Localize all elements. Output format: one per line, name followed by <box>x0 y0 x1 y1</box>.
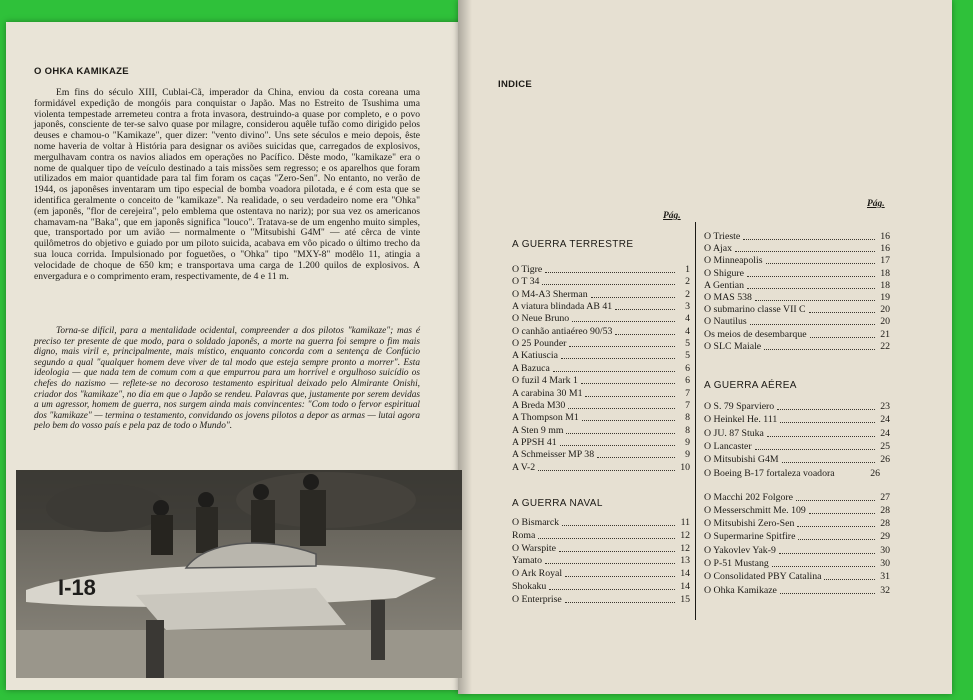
dot-leader <box>772 565 875 567</box>
entry-page: 19 <box>880 292 890 303</box>
index-entry <box>512 326 690 337</box>
entry-name: O P-51 Mustang <box>704 558 769 569</box>
entry-page: 24 <box>880 414 890 426</box>
dot-leader <box>777 408 875 410</box>
dot-leader <box>597 456 675 458</box>
dot-leader <box>750 323 875 325</box>
index-entry <box>704 329 890 340</box>
entry-name: Yamato <box>512 555 543 567</box>
entry-page: 16 <box>880 231 890 242</box>
entry-page: 32 <box>880 584 890 596</box>
index-entry <box>704 505 890 516</box>
entry-page: 31 <box>880 571 890 583</box>
kamikaze-photo <box>16 470 462 678</box>
section-header: A GUERRA TERRESTRE <box>512 239 634 250</box>
entry-name: O Lancaster <box>704 440 752 452</box>
index-entry <box>704 243 890 254</box>
entry-name: Roma <box>512 529 536 541</box>
dot-leader <box>755 448 875 450</box>
index-entry <box>704 545 890 556</box>
entry-name: O Ajax <box>704 243 733 255</box>
entry-name: A PPSH 41 <box>512 436 557 448</box>
index-entry <box>704 292 890 303</box>
entry-page: 12 <box>680 542 690 554</box>
dot-leader <box>565 601 675 603</box>
entry-page: 8 <box>685 424 690 436</box>
index-entry <box>704 341 890 352</box>
entry-page: 7 <box>685 399 690 411</box>
entry-name: O Consolidated PBY Catalina <box>704 571 822 583</box>
index-title: INDICE <box>498 79 532 90</box>
index-entry <box>512 301 690 312</box>
index-entry <box>704 255 890 266</box>
dot-leader <box>553 370 675 372</box>
index-entry <box>704 428 890 439</box>
dot-leader <box>538 537 675 539</box>
dot-leader <box>779 552 875 554</box>
dot-leader <box>796 499 875 501</box>
index-entry <box>704 231 890 242</box>
entry-page: 11 <box>680 517 690 528</box>
index-entry <box>512 338 690 349</box>
entry-page: 29 <box>880 531 890 543</box>
index-entry <box>704 280 890 291</box>
entry-page: 2 <box>685 288 690 300</box>
dot-leader <box>545 562 675 564</box>
entry-page: 13 <box>680 555 690 567</box>
dot-leader <box>767 435 875 437</box>
index-entry <box>704 531 890 542</box>
index-entry <box>512 449 690 460</box>
dot-leader <box>747 275 875 277</box>
index-entry <box>704 585 890 596</box>
index-entry <box>512 264 690 275</box>
index-entry <box>704 316 890 327</box>
entry-page: 28 <box>880 518 890 530</box>
dot-leader <box>809 311 875 313</box>
dot-leader <box>562 524 675 526</box>
entry-name: O Shigure <box>704 267 745 279</box>
entry-name: O Warspite <box>512 542 556 554</box>
entry-page: 6 <box>685 375 690 387</box>
entry-page: 18 <box>880 267 890 279</box>
entry-name: O SLC Maiale <box>704 340 762 352</box>
entry-page: 30 <box>880 558 890 569</box>
entry-name: O Boeing B-17 fortaleza voadora <box>704 467 835 479</box>
entry-name: A carabina 30 M1 <box>512 387 583 399</box>
entry-name: A Schmeisser MP 38 <box>512 449 595 461</box>
dot-leader <box>782 461 875 463</box>
entry-name: O T 34 <box>512 276 540 288</box>
entry-name: O M4-A3 Sherman <box>512 288 588 300</box>
entry-page: 28 <box>880 504 890 516</box>
dot-leader <box>809 512 875 514</box>
dot-leader <box>735 250 875 252</box>
index-entry <box>512 530 690 541</box>
index-entry <box>512 412 690 423</box>
dot-leader <box>585 395 675 397</box>
entry-page: 22 <box>880 340 890 352</box>
index-entry <box>512 289 690 300</box>
entry-name: A viatura blindada AB 41 <box>512 301 613 313</box>
index-entry <box>512 517 690 528</box>
entry-page: 4 <box>685 325 690 337</box>
dot-leader <box>615 333 675 335</box>
index-entry <box>512 313 690 324</box>
dot-leader <box>747 287 875 289</box>
dot-leader <box>559 550 675 552</box>
dot-leader <box>560 444 675 446</box>
dot-leader <box>755 299 875 301</box>
entry-name: O Heinkel He. 111 <box>704 414 778 426</box>
entry-name: A Thompson M1 <box>512 412 579 424</box>
index-entry <box>512 568 690 579</box>
entry-page: 9 <box>685 436 690 448</box>
index-entry <box>512 581 690 592</box>
entry-page: 10 <box>680 461 690 473</box>
entry-page: 24 <box>880 427 890 439</box>
page-header-left: Pág. <box>663 211 681 221</box>
entry-name: A Sten 9 mm <box>512 424 564 436</box>
entry-page: 14 <box>680 581 690 592</box>
index-entry <box>512 400 690 411</box>
entry-name: O Mitsubishi G4M <box>704 454 779 466</box>
entry-name: O Trieste <box>704 231 741 242</box>
entry-name: A Bazuca <box>512 362 550 374</box>
dot-leader <box>615 308 675 310</box>
index-entry <box>704 401 890 412</box>
entry-page: 8 <box>685 412 690 424</box>
dot-leader <box>764 348 875 350</box>
entry-name: O fuzil 4 Mark 1 <box>512 375 578 387</box>
entry-name: O Enterprise <box>512 593 562 605</box>
entry-page: 15 <box>680 593 690 605</box>
article-quote: Torna-se difícil, para a mentalidade ocidental, compreender a dos pilotos "kamikaze"; mas é preciso ter presente de que modo, para o soldado japonês, a morte na guerra foi sempre o fim mais digno, mais viril e, principalmente, mais místico, enquanto concorda com a sentença de Confúcio segundo a qual "qualquer homem deve viver de tal modo que esteja sempre pronto a morrer". Esta ideologia — que nada tem de comum com a que empurrou para um horrível e orgulhoso suicídio os chefes do nazismo — reflete-se no decoroso testamento espiritual deixado pelo Almirante Onishi, criador dos "kamikaze", no dia em que o Japão se rendeu. Palavras que, justamente por serem devidas a um agressor, homem de guerra, nos surgem ainda mais convincentes: "Com todo o fervor espiritual dos "kamikaze" — termina o testamento, convidando os jovens pilotos a depor as armas — lutai agora pelo bem do vosso país e pela paz de todo o Mundo". <box>34 326 420 432</box>
entry-page: 4 <box>685 313 690 325</box>
dot-leader <box>743 238 875 240</box>
dot-leader <box>582 419 675 421</box>
entry-name: O Tigre <box>512 264 543 275</box>
index-entry <box>704 492 890 503</box>
dot-leader <box>561 357 675 359</box>
article-body: Em fins do século XIII, Cublai-Cã, imperador da China, enviou da costa coreana uma formidável expedição de mongóis para conquistar o Japão. Mas no Estreito de Tsushima uma violenta tempestade arremeteu contra a frota invasora, destruindo-a quase por completo, e o povo japonês, consciente de ter-se salvo quase por milagre, considerou aquêle tufão como dirigido pelos deuses e chamou-o "Kamikaze", quer dizer: "vento divino". Uns sete séculos e meio depois, êste nome haveria de voltar à História para designar os aviões suicidas que, carregados de explosivos, mergulhavam contra os navios aliados em operações no Pacífico. Dêste modo, "kamikaze" era o nome de qualquer tipo de veículo destinado a tais missões sem regresso; e os aparelhos que foram utilizados em maior quantidade para tal fim foram os caças "Zero-Sen". No entanto, no verão de 1944, os japonêses inventaram um tipo especial de bomba voadora pilotada, e é com esta que se identifica geralmente o conceito de "kamikaze". Na realidade, o seu verdadeiro nome era "Ohka" (em japonês, "flor de cerejeira", pelo emblema que ostentava no nariz); por sua vez os americanos chamavam-na "Baka", que em japonês significa "louco". Tratava-se de um engenho muito simples, que, transportado por um avião — normalmente o "Mitsubishi G4M" — até cêrca de vinte quilômetros do objetivo e guiado por um piloto suicida, acabava em vôo picado o último trecho da sua louca corrida. Impulsionado por foguetões, o "Ohka" tipo "MXY-8" modêlo 11, atingia a velocidade de choque de 650 km; e transportava uma carga de 1.200 quilos de explosivos. A envergadura e o comprimento eram, respectivamente, de 4 e 11 m. <box>34 87 420 282</box>
entry-name: O S. 79 Sparviero <box>704 401 775 412</box>
entry-name: O MAS 538 <box>704 292 752 303</box>
entry-page: 2 <box>685 276 690 288</box>
entry-name: O Yakovlev Yak-9 <box>704 544 776 556</box>
entry-name: O submarino classe VII C <box>704 304 806 316</box>
entry-name: Shokaku <box>512 581 547 592</box>
entry-page: 21 <box>880 328 890 340</box>
entry-page: 25 <box>880 440 890 452</box>
entry-name: A Breda M30 <box>512 399 566 411</box>
dot-leader <box>591 296 675 298</box>
section-header: A GUERRA NAVAL <box>512 498 603 509</box>
index-entry <box>704 468 890 479</box>
index-entry <box>512 425 690 436</box>
entry-page: 20 <box>880 316 890 328</box>
index-entry <box>704 558 890 569</box>
entry-page: 30 <box>880 544 890 556</box>
dot-leader <box>572 320 675 322</box>
entry-page: 20 <box>880 304 890 316</box>
entry-name: O Neue Bruno <box>512 313 570 325</box>
dot-leader <box>798 538 875 540</box>
index-entry <box>512 363 690 374</box>
entry-name: O canhão antiaéreo 90/53 <box>512 325 613 337</box>
index-entry <box>704 454 890 465</box>
entry-name: O Mitsubishi Zero-Sen <box>704 518 795 530</box>
index-entry <box>704 518 890 529</box>
dot-leader <box>538 469 675 471</box>
index-entry <box>512 543 690 554</box>
index-entry <box>512 594 690 605</box>
index-entry <box>704 571 890 582</box>
dot-leader <box>780 421 875 423</box>
index-entry <box>704 268 890 279</box>
entry-page: 9 <box>685 449 690 461</box>
entry-page: 5 <box>685 350 690 362</box>
index-entry <box>704 414 890 425</box>
entry-name: O Supermarine Spitfire <box>704 531 796 543</box>
index-entry <box>512 437 690 448</box>
dot-leader <box>797 525 875 527</box>
entry-name: O Minneapolis <box>704 255 763 267</box>
entry-name: O Bismarck <box>512 517 560 528</box>
index-entry <box>704 441 890 452</box>
entry-page: 6 <box>685 362 690 374</box>
dot-leader <box>568 407 675 409</box>
index-entry <box>512 388 690 399</box>
entry-page: 16 <box>880 243 890 255</box>
entry-name: Os meios de desembarque <box>704 328 807 340</box>
entry-page: 1 <box>685 264 690 275</box>
entry-name: A V-2 <box>512 461 536 473</box>
dot-leader <box>824 578 875 580</box>
entry-page: 12 <box>680 529 690 541</box>
entry-name: O JU. 87 Stuka <box>704 427 764 439</box>
dot-leader <box>566 432 675 434</box>
entry-name: A Katiuscia <box>512 350 558 362</box>
entry-page: 5 <box>685 338 690 350</box>
entry-page: 3 <box>685 301 690 313</box>
entry-name: O Messerschmitt Me. 109 <box>704 504 806 516</box>
entry-name: A Gentian <box>704 279 744 291</box>
dot-leader <box>766 262 875 264</box>
entry-name: O Nautilus <box>704 316 747 328</box>
index-entry <box>512 555 690 566</box>
entry-page: 27 <box>880 491 890 503</box>
dot-leader <box>569 345 675 347</box>
index-entry <box>512 375 690 386</box>
entry-name: O Ohka Kamikaze <box>704 584 777 596</box>
dot-leader <box>549 588 675 590</box>
dot-leader <box>780 592 875 594</box>
dot-leader <box>565 575 675 577</box>
dot-leader <box>581 382 675 384</box>
dot-leader <box>810 336 875 338</box>
entry-page: 26 <box>880 454 890 466</box>
entry-name: O Ark Royal <box>512 568 563 580</box>
article-title: O OHKA KAMIKAZE <box>34 66 129 77</box>
entry-page: 26 <box>870 467 880 479</box>
entry-page: 18 <box>880 279 890 291</box>
entry-page: 17 <box>880 255 890 267</box>
page-header-right: Pág. <box>867 199 885 209</box>
index-entry <box>512 462 690 473</box>
entry-name: O 25 Pounder <box>512 338 567 350</box>
entry-page: 14 <box>680 568 690 580</box>
entry-name: O Macchi 202 Folgore <box>704 491 793 503</box>
entry-page: 23 <box>880 401 890 412</box>
index-entry <box>512 350 690 361</box>
entry-page: 7 <box>685 387 690 399</box>
index-entry <box>512 276 690 287</box>
aircraft-marking: I-18 <box>58 575 96 600</box>
index-entry <box>704 304 890 315</box>
section-header: A GUERRA AÉREA <box>704 380 797 391</box>
dot-leader <box>545 271 675 273</box>
column-divider <box>695 222 696 620</box>
dot-leader <box>542 283 675 285</box>
